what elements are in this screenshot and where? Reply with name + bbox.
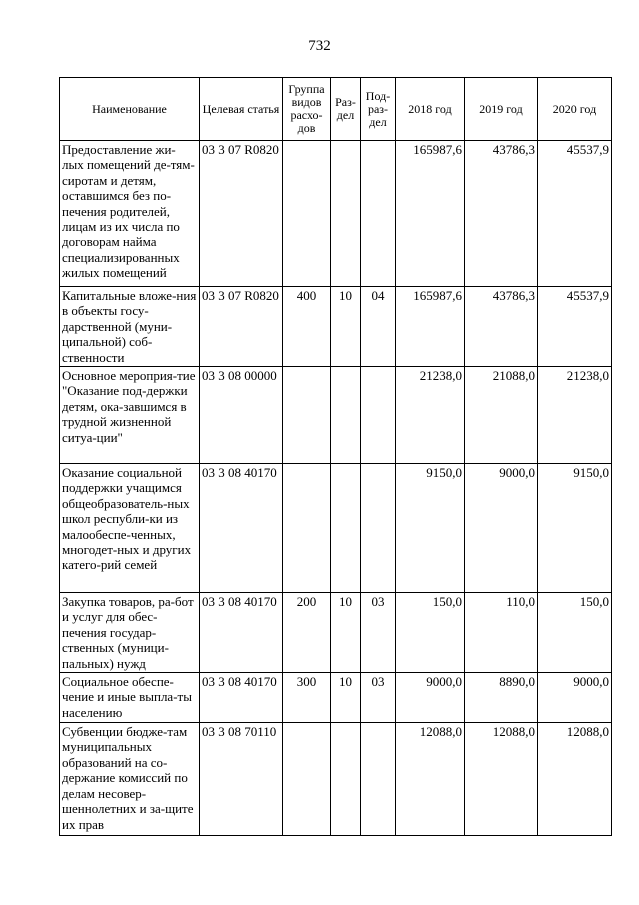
header-subsection: Под-раз-дел — [361, 78, 396, 141]
row-section — [331, 464, 361, 593]
row-value-2020: 9150,0 — [538, 464, 612, 593]
table-header-row — [60, 78, 612, 141]
row-subsection — [361, 141, 396, 287]
row-value-2019: 43786,3 — [465, 287, 538, 367]
row-name: Закупка товаров, ра-бот и услуг для обес-печения государ-ственных (муници-пальных) нужд — [60, 593, 200, 673]
row-subsection — [361, 723, 396, 836]
row-target-article: 03 3 08 40170 — [200, 593, 283, 673]
row-value-2018: 165987,6 — [396, 141, 465, 287]
table-row — [60, 367, 612, 464]
row-subsection: 04 — [361, 287, 396, 367]
table-row — [60, 593, 612, 673]
header-name: Наименование — [60, 78, 200, 141]
header-target-article: Целевая статья — [200, 78, 283, 141]
row-expense-group — [283, 367, 331, 464]
row-expense-group: 300 — [283, 673, 331, 723]
row-section: 10 — [331, 593, 361, 673]
header-section: Раз-дел — [331, 78, 361, 141]
row-name: Основное мероприя-тие "Оказание под-держки детям, ока-завшимся в трудной жизненной ситуа-ции" — [60, 367, 200, 464]
budget-table — [59, 77, 612, 836]
row-target-article: 03 3 07 R0820 — [200, 141, 283, 287]
row-value-2020: 21238,0 — [538, 367, 612, 464]
row-value-2018: 150,0 — [396, 593, 465, 673]
row-name: Капитальные вложе-ния в объекты госу-дарственной (муни-ципальной) соб-ственности — [60, 287, 200, 367]
row-value-2019: 43786,3 — [465, 141, 538, 287]
row-target-article: 03 3 08 70110 — [200, 723, 283, 836]
row-section — [331, 367, 361, 464]
header-year-2018: 2018 год — [396, 78, 465, 141]
row-expense-group — [283, 464, 331, 593]
row-value-2019: 21088,0 — [465, 367, 538, 464]
row-target-article: 03 3 08 40170 — [200, 464, 283, 593]
row-section: 10 — [331, 287, 361, 367]
table-row — [60, 673, 612, 723]
row-subsection — [361, 464, 396, 593]
row-expense-group: 200 — [283, 593, 331, 673]
row-section — [331, 141, 361, 287]
row-section — [331, 723, 361, 836]
header-year-2019: 2019 год — [465, 78, 538, 141]
row-subsection: 03 — [361, 593, 396, 673]
page-number: 732 — [308, 38, 331, 54]
row-expense-group — [283, 723, 331, 836]
row-target-article: 03 3 08 00000 — [200, 367, 283, 464]
table-row — [60, 464, 612, 593]
row-expense-group — [283, 141, 331, 287]
table-row — [60, 723, 612, 836]
row-value-2019: 12088,0 — [465, 723, 538, 836]
row-value-2018: 12088,0 — [396, 723, 465, 836]
row-value-2020: 45537,9 — [538, 141, 612, 287]
table-row — [60, 141, 612, 287]
row-value-2019: 9000,0 — [465, 464, 538, 593]
row-value-2020: 12088,0 — [538, 723, 612, 836]
row-value-2020: 150,0 — [538, 593, 612, 673]
row-section: 10 — [331, 673, 361, 723]
header-expense-group: Группа видов расхо-дов — [283, 78, 331, 141]
row-target-article: 03 3 07 R0820 — [200, 287, 283, 367]
row-name: Предоставление жи-лых помещений де-тям-сиротам и детям, оставшимся без по-печения родителей, лицам из их числа по договорам найма специализированных жилых помещений — [60, 141, 200, 287]
row-expense-group: 400 — [283, 287, 331, 367]
row-value-2020: 45537,9 — [538, 287, 612, 367]
row-value-2018: 165987,6 — [396, 287, 465, 367]
row-value-2019: 8890,0 — [465, 673, 538, 723]
row-subsection — [361, 367, 396, 464]
row-value-2018: 9000,0 — [396, 673, 465, 723]
header-year-2020: 2020 год — [538, 78, 612, 141]
row-value-2018: 9150,0 — [396, 464, 465, 593]
row-target-article: 03 3 08 40170 — [200, 673, 283, 723]
row-value-2019: 110,0 — [465, 593, 538, 673]
table-row — [60, 287, 612, 367]
row-value-2018: 21238,0 — [396, 367, 465, 464]
row-value-2020: 9000,0 — [538, 673, 612, 723]
row-name: Оказание социальной поддержки учащимся общеобразователь-ных школ республи-ки из малообеспе-ченных, многодет-ных и других катего-рий семей — [60, 464, 200, 593]
row-name: Социальное обеспе-чение и иные выпла-ты населению — [60, 673, 200, 723]
row-name: Субвенции бюдже-там муниципальных образований на со-держание комиссий по делам несовер-шеннолетних и за-щите их прав — [60, 723, 200, 836]
row-subsection: 03 — [361, 673, 396, 723]
